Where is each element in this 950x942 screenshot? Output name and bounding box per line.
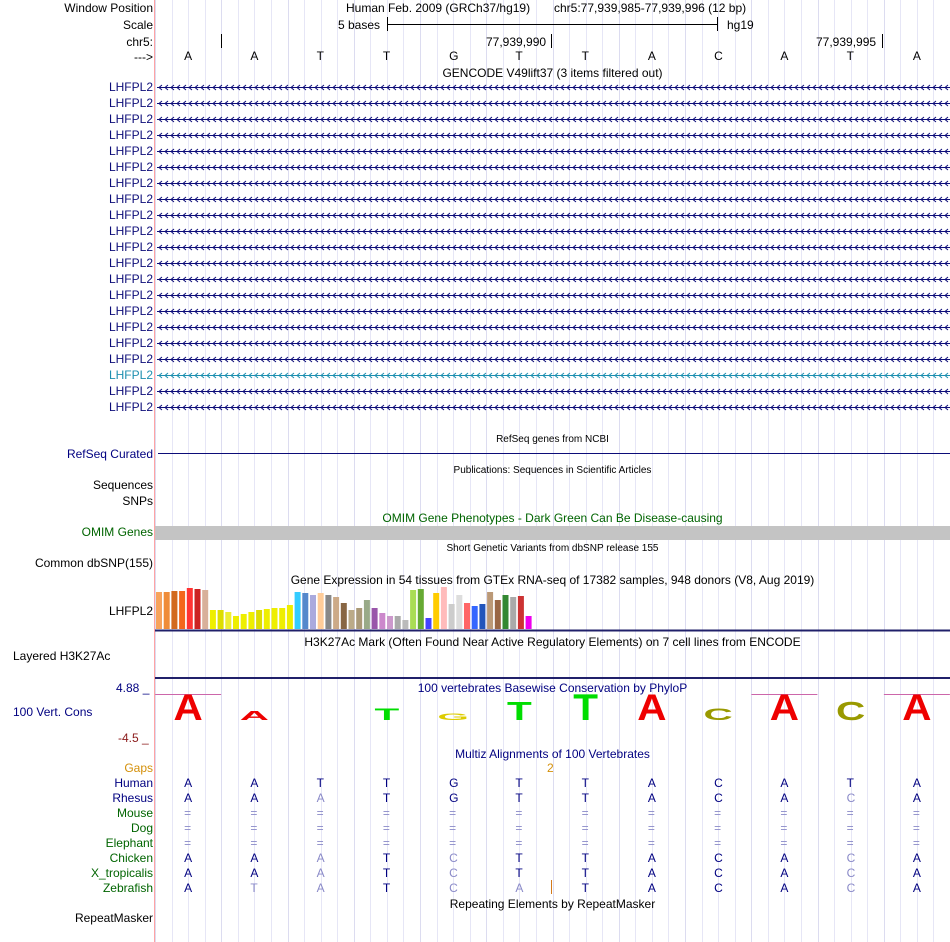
gtex-bar xyxy=(518,596,524,629)
gencode-item-label[interactable]: LHFPL2 xyxy=(108,144,153,158)
zebrafish-insertion-mark xyxy=(551,880,552,894)
h3k27ac-label[interactable]: Layered H3K27Ac xyxy=(13,649,111,663)
ruler-tick-1 xyxy=(551,34,552,48)
gencode-transcript xyxy=(157,341,950,346)
multiz-base: A xyxy=(515,881,524,895)
multiz-base: = xyxy=(316,836,324,850)
gtex-bar xyxy=(318,593,324,629)
multiz-base: A xyxy=(912,881,921,895)
multiz-base: T xyxy=(382,791,391,805)
publications-sequences-label[interactable]: Sequences xyxy=(92,478,153,492)
gtex-bar xyxy=(248,612,254,629)
multiz-base: C xyxy=(714,881,723,895)
multiz-base: = xyxy=(449,821,457,835)
gencode-transcript xyxy=(157,181,950,186)
gtex-bar xyxy=(510,597,516,629)
window-position-label: Window Position xyxy=(64,1,153,15)
multiz-base: = xyxy=(382,821,390,835)
multiz-base: = xyxy=(515,836,523,850)
phylop-min-label: -4.5 _ xyxy=(118,731,149,745)
gtex-bar xyxy=(503,595,509,629)
multiz-species-label[interactable]: X_tropicalis xyxy=(90,866,153,880)
phylop-base-glyph: A xyxy=(239,708,269,724)
multiz-base: C xyxy=(449,851,458,865)
gtex-bar xyxy=(464,603,470,629)
multiz-base: T xyxy=(382,881,391,895)
multiz-base: C xyxy=(714,776,723,790)
gencode-item-label[interactable]: LHFPL2 xyxy=(108,256,153,270)
omim-label[interactable]: OMIM Genes xyxy=(81,525,153,539)
gencode-item-label[interactable]: LHFPL2 xyxy=(108,336,153,350)
gencode-item-label[interactable]: LHFPL2 xyxy=(108,304,153,318)
gencode-transcript xyxy=(157,149,950,154)
multiz-base: A xyxy=(184,866,193,880)
multiz-base: A xyxy=(316,791,325,805)
gtex-bar xyxy=(264,609,270,629)
multiz-base: A xyxy=(250,776,259,790)
refseq-label[interactable]: RefSeq Curated xyxy=(66,447,153,461)
multiz-base: = xyxy=(581,806,589,820)
multiz-base: = xyxy=(184,806,192,820)
multiz-base: = xyxy=(714,836,722,850)
gencode-track-title: GENCODE V49lift37 (3 items filtered out) xyxy=(442,66,663,80)
gencode-item-label[interactable]: LHFPL2 xyxy=(108,112,153,126)
base-0: A xyxy=(184,49,193,63)
gtex-bar xyxy=(302,593,308,629)
multiz-species-label[interactable]: Zebrafish xyxy=(102,881,153,895)
gencode-item-label[interactable]: LHFPL2 xyxy=(108,208,153,222)
multiz-base: = xyxy=(515,821,523,835)
multiz-base: T xyxy=(382,851,391,865)
gencode-item-label[interactable]: LHFPL2 xyxy=(108,368,153,382)
gtex-bar xyxy=(526,616,532,629)
gtex-bar xyxy=(202,590,208,629)
multiz-base: A xyxy=(912,851,921,865)
assembly-name: hg19 xyxy=(727,18,754,32)
gencode-transcript xyxy=(157,101,950,106)
gtex-bar xyxy=(418,589,424,629)
gtex-bar xyxy=(433,593,439,629)
chrom-label: chr5: xyxy=(126,35,153,49)
multiz-base: A xyxy=(912,866,921,880)
gencode-item-label[interactable]: LHFPL2 xyxy=(108,352,153,366)
multiz-species-label[interactable]: Rhesus xyxy=(112,791,153,805)
ruler-tick-left xyxy=(221,34,222,48)
gencode-transcript xyxy=(157,213,950,218)
gtex-label[interactable]: LHFPL2 xyxy=(108,604,153,618)
base-5: T xyxy=(515,49,523,63)
gtex-bar xyxy=(179,591,185,629)
multiz-base: A xyxy=(316,881,325,895)
gencode-item-label[interactable]: LHFPL2 xyxy=(108,400,153,414)
refseq-track-title: RefSeq genes from NCBI xyxy=(496,434,609,445)
gencode-item-label[interactable]: LHFPL2 xyxy=(108,320,153,334)
gencode-transcript xyxy=(157,245,950,250)
multiz-base: = xyxy=(581,821,589,835)
phylop-base-glyph: A xyxy=(902,690,932,726)
gtex-bar xyxy=(325,595,331,629)
base-3: T xyxy=(382,49,391,63)
gtex-bar xyxy=(479,604,485,629)
gtex-bar xyxy=(387,616,393,629)
assembly-title: Human Feb. 2009 (GRCh37/hg19) xyxy=(346,1,531,15)
gtex-bar xyxy=(410,590,416,629)
base-6: T xyxy=(581,49,589,63)
ruler-tick-2 xyxy=(882,34,883,48)
base-1: A xyxy=(250,49,259,63)
multiz-base: = xyxy=(647,806,655,820)
gencode-transcript xyxy=(157,197,950,202)
gtex-bar xyxy=(402,620,408,629)
repeatmasker-track-title: Repeating Elements by RepeatMasker xyxy=(449,897,656,911)
gencode-item-label[interactable]: LHFPL2 xyxy=(108,224,153,238)
ruler-coord-2: 77,939,995 xyxy=(816,35,877,49)
multiz-base: C xyxy=(714,851,723,865)
gencode-transcript xyxy=(157,389,950,394)
scale-label: Scale xyxy=(122,18,153,32)
phylop-base-glyph: C xyxy=(703,704,733,724)
multiz-base: = xyxy=(647,836,655,850)
gtex-bar xyxy=(364,600,370,629)
phylop-track-title: 100 vertebrates Basewise Conservation by PhyloP xyxy=(417,681,688,695)
phylop-conservation-logo[interactable] xyxy=(155,690,950,726)
multiz-base: C xyxy=(449,881,458,895)
multiz-base: = xyxy=(581,836,589,850)
multiz-base: C xyxy=(846,866,856,880)
multiz-base: T xyxy=(382,776,391,790)
multiz-base: A xyxy=(647,791,656,805)
multiz-base: T xyxy=(382,866,391,880)
gtex-expression-chart[interactable] xyxy=(155,587,950,633)
gencode-item-label[interactable]: LHFPL2 xyxy=(108,288,153,302)
gencode-transcript xyxy=(157,405,950,410)
refseq-gene-line[interactable] xyxy=(158,453,950,454)
multiz-base: T xyxy=(581,791,589,805)
multiz-base: A xyxy=(647,776,656,790)
base-11: A xyxy=(912,49,921,63)
gencode-transcript xyxy=(157,293,950,298)
gencode-transcript xyxy=(157,261,950,266)
gtex-bar xyxy=(287,605,293,629)
gtex-track-title: Gene Expression in 54 tissues from GTEx RNA-seq of 17382 samples, 948 donors (V8, Aug 2019) xyxy=(290,573,815,587)
gtex-bar xyxy=(233,616,239,629)
multiz-base: = xyxy=(912,821,920,835)
base-9: A xyxy=(780,49,789,63)
gencode-item-label[interactable]: LHFPL2 xyxy=(108,192,153,206)
gencode-transcript xyxy=(157,309,950,314)
multiz-base: = xyxy=(449,806,457,820)
multiz-base: A xyxy=(250,866,259,880)
multiz-base: A xyxy=(912,791,921,805)
multiz-track-title: Multiz Alignments of 100 Vertebrates xyxy=(455,747,650,761)
multiz-base: = xyxy=(449,836,457,850)
gencode-transcript xyxy=(157,357,950,362)
gtex-bar xyxy=(241,614,247,629)
gtex-bar xyxy=(218,610,224,629)
multiz-base: C xyxy=(714,866,723,880)
gtex-bar xyxy=(295,592,301,629)
gencode-item-label[interactable]: LHFPL2 xyxy=(108,160,153,174)
gencode-transcript xyxy=(157,133,950,138)
multiz-species-label[interactable]: Dog xyxy=(130,821,153,835)
multiz-base: T xyxy=(515,866,523,880)
gencode-item-label[interactable]: LHFPL2 xyxy=(108,176,153,190)
dbsnp-track-title: Short Genetic Variants from dbSNP release 155 xyxy=(446,543,659,554)
gtex-bar xyxy=(456,595,462,629)
scale-bar xyxy=(387,17,718,31)
omim-track-title: OMIM Gene Phenotypes - Dark Green Can Be Disease-causing xyxy=(382,511,723,525)
gtex-bar xyxy=(472,606,478,629)
gtex-bar xyxy=(272,608,278,629)
gencode-item-label[interactable]: LHFPL2 xyxy=(108,128,153,142)
h3k27ac-track-title: H3K27Ac Mark (Often Found Near Active Regulatory Elements) on 7 cell lines from ENCODE xyxy=(304,635,801,649)
phylop-base-glyph: A xyxy=(173,690,203,726)
multiz-base: G xyxy=(449,791,459,805)
multiz-base: = xyxy=(250,821,258,835)
gencode-transcript xyxy=(157,165,950,170)
multiz-base: T xyxy=(581,776,589,790)
multiz-base: C xyxy=(846,851,856,865)
gtex-bar xyxy=(156,592,162,629)
base-7: A xyxy=(647,49,656,63)
multiz-base: = xyxy=(515,806,523,820)
ruler-coord-1: 77,939,990 xyxy=(486,35,547,49)
multiz-base: C xyxy=(449,866,458,880)
base-10: T xyxy=(846,49,854,63)
gtex-bar xyxy=(372,608,378,629)
phylop-max-label: 4.88 _ xyxy=(116,681,150,695)
gtex-bar xyxy=(341,603,347,629)
gtex-bar xyxy=(256,610,262,629)
multiz-base: = xyxy=(912,836,920,850)
gaps-label: Gaps xyxy=(124,761,153,775)
multiz-base: = xyxy=(316,821,324,835)
multiz-base: G xyxy=(449,776,459,790)
gencode-transcript xyxy=(157,373,950,378)
gencode-transcripts[interactable] xyxy=(155,80,950,432)
gencode-item-label[interactable]: LHFPL2 xyxy=(108,80,153,94)
base-sequence xyxy=(155,49,950,63)
multiz-base: T xyxy=(846,776,854,790)
gencode-item-label[interactable]: LHFPL2 xyxy=(108,240,153,254)
gencode-item-label[interactable]: LHFPL2 xyxy=(108,384,153,398)
multiz-base: A xyxy=(184,881,193,895)
multiz-base: T xyxy=(515,791,523,805)
window-position[interactable]: chr5:77,939,985-77,939,996 (12 bp) xyxy=(554,1,747,15)
gtex-bar xyxy=(449,604,455,629)
strand-label: ---> xyxy=(134,50,153,64)
multiz-base: = xyxy=(714,806,722,820)
publications-track-title: Publications: Sequences in Scientific Articles xyxy=(453,465,652,476)
multiz-base: = xyxy=(250,836,258,850)
gtex-bar xyxy=(395,616,401,629)
multiz-base: A xyxy=(316,866,325,880)
multiz-base: = xyxy=(184,821,192,835)
phylop-base-glyph: A xyxy=(769,690,799,726)
gtex-bar xyxy=(225,612,231,629)
base-2: T xyxy=(316,49,324,63)
gtex-bar xyxy=(171,591,177,629)
multiz-base: = xyxy=(846,821,854,835)
multiz-base: A xyxy=(184,776,193,790)
base-4: G xyxy=(449,49,459,63)
multiz-base: A xyxy=(184,851,193,865)
multiz-base: A xyxy=(780,866,789,880)
h3k27ac-baseline xyxy=(155,677,950,679)
multiz-base: T xyxy=(581,881,589,895)
gtex-bar xyxy=(210,610,216,629)
gtex-bar xyxy=(349,610,355,629)
gencode-transcript xyxy=(157,85,950,90)
gencode-transcript xyxy=(157,325,950,330)
phylop-base-glyph: A xyxy=(637,690,667,726)
phylop-label[interactable]: 100 Vert. Cons xyxy=(13,705,93,719)
multiz-base: C xyxy=(714,791,723,805)
multiz-base: T xyxy=(515,776,523,790)
multiz-base: A xyxy=(780,881,789,895)
multiz-base: = xyxy=(250,806,258,820)
multiz-base: C xyxy=(846,881,856,895)
multiz-species-label[interactable]: Chicken xyxy=(109,851,153,865)
multiz-base: = xyxy=(912,806,920,820)
multiz-species-label[interactable]: Human xyxy=(114,776,153,790)
multiz-base: = xyxy=(780,836,788,850)
gap-count: 2 xyxy=(547,761,554,775)
multiz-base: = xyxy=(714,821,722,835)
scale-text: 5 bases xyxy=(338,18,381,32)
multiz-species-label[interactable]: Mouse xyxy=(116,806,153,820)
phylop-base-glyph: T xyxy=(507,697,532,726)
gencode-item-label[interactable]: LHFPL2 xyxy=(108,272,153,286)
multiz-base: = xyxy=(382,836,390,850)
gtex-bar xyxy=(164,592,170,629)
multiz-base: = xyxy=(382,806,390,820)
gencode-transcript xyxy=(157,229,950,234)
multiz-base: = xyxy=(780,806,788,820)
base-8: C xyxy=(714,49,723,63)
multiz-base: T xyxy=(581,866,589,880)
phylop-base-glyph: T xyxy=(573,690,598,726)
phylop-base-glyph: C xyxy=(836,697,866,726)
multiz-base: A xyxy=(647,881,656,895)
phylop-base-glyph: G xyxy=(437,711,469,723)
phylop-base-glyph: T xyxy=(374,704,400,724)
multiz-base: T xyxy=(316,776,324,790)
multiz-base: A xyxy=(184,791,193,805)
multiz-base: A xyxy=(250,791,259,805)
repeatmasker-label[interactable]: RepeatMasker xyxy=(74,911,153,925)
multiz-base: T xyxy=(581,851,589,865)
gencode-transcript xyxy=(157,277,950,282)
gtex-bar xyxy=(379,613,385,629)
multiz-species-label[interactable]: Elephant xyxy=(105,836,153,850)
multiz-base: A xyxy=(780,776,789,790)
gtex-bar xyxy=(441,587,447,629)
multiz-base: = xyxy=(647,821,655,835)
multiz-base: = xyxy=(846,806,854,820)
multiz-base: C xyxy=(846,791,856,805)
multiz-base: A xyxy=(316,851,325,865)
gencode-transcript xyxy=(157,117,950,122)
multiz-base: = xyxy=(184,836,192,850)
multiz-base: = xyxy=(846,836,854,850)
gtex-bar xyxy=(495,600,501,629)
gtex-bar xyxy=(279,608,285,629)
gencode-item-label[interactable]: LHFPL2 xyxy=(108,96,153,110)
gtex-bar xyxy=(195,589,201,629)
gtex-bar xyxy=(487,592,493,629)
multiz-base: A xyxy=(250,851,259,865)
multiz-base: T xyxy=(515,851,523,865)
multiz-base: T xyxy=(250,881,258,895)
gtex-bar xyxy=(310,595,316,629)
multiz-base: A xyxy=(912,776,921,790)
multiz-base: = xyxy=(780,821,788,835)
multiz-base: A xyxy=(647,851,656,865)
publications-snps-label[interactable]: SNPs xyxy=(122,494,153,508)
gtex-bar xyxy=(356,608,362,629)
omim-gene-bar[interactable] xyxy=(155,526,950,540)
multiz-base: A xyxy=(780,851,789,865)
gtex-bar xyxy=(333,597,339,629)
multiz-base: = xyxy=(316,806,324,820)
multiz-base: A xyxy=(647,866,656,880)
multiz-base: A xyxy=(780,791,789,805)
dbsnp-label[interactable]: Common dbSNP(155) xyxy=(34,556,153,570)
gtex-bar xyxy=(426,618,432,629)
gtex-bar xyxy=(187,588,193,629)
